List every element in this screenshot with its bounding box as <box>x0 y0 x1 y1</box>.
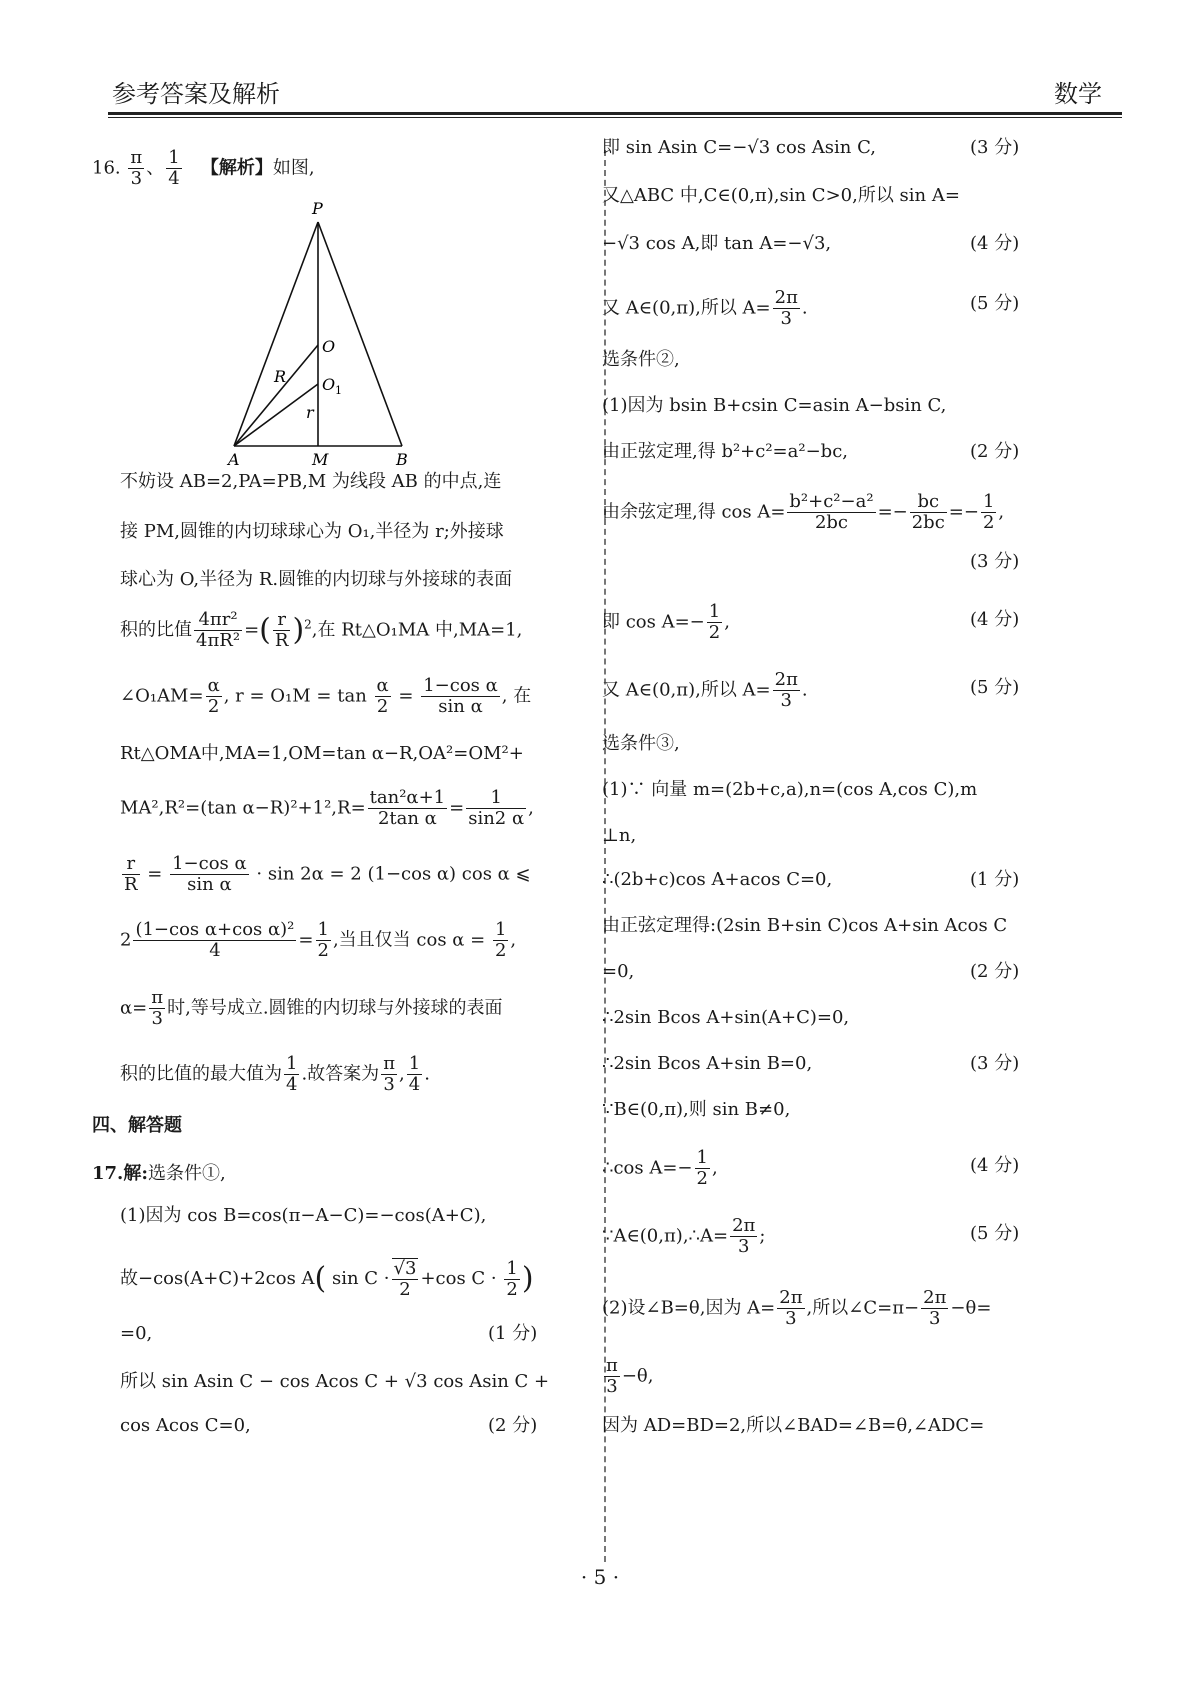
score-4: (4 分) <box>970 233 1020 254</box>
q16-answer-2: $\frac{1}{4}$ <box>168 147 180 189</box>
right-line-7: 由余弦定理,得 cos A= $\frac{\text{b²+c²−a²}}{2bc}$ =− $\frac{bc}{2bc}$ =− $\frac{1}{2}$ , <box>602 491 1005 533</box>
right-line-6: 由正弦定理,得 b²+c²=a²−bc, <box>602 441 848 462</box>
right-line-9: 又 A∈(0,π),所以 A= $\frac{2\pi}{3}$ . <box>602 669 808 711</box>
svg-text:r: r <box>306 403 314 422</box>
right-line-12: ∴(2b+c)cos A+acos C=0, <box>602 869 833 890</box>
q16-text-line-11: 积的比值的最大值为 $\frac{1}{4}$ .故答案为 $\frac{\pi}{3}$ , $\frac{1}{4}$ . <box>120 1053 430 1095</box>
score-3c: (3 分) <box>970 1053 1020 1074</box>
q16-text-line-1: 不妨设 AB=2,PA=PB,M 为线段 AB 的中点,连 <box>120 471 502 492</box>
header-rule-thick <box>108 112 1122 115</box>
score-4b: (4 分) <box>970 609 1020 630</box>
right-line-2: 又△ABC 中,C∈(0,π),sin C>0,所以 sin A= <box>602 185 960 206</box>
svg-text:B: B <box>396 450 408 469</box>
right-line-10: (1)∵ 向量 m=(2b+c,a),n=(cos A,cos C),m <box>602 779 978 800</box>
right-line-14: =0, <box>602 961 635 982</box>
right-line-8: 即 cos A=− $\frac{1}{2}$ , <box>602 601 730 643</box>
q16-answer-line: 16. $\frac{\pi}{3}$ 、 $\frac{1}{4}$ 【解析】如图, <box>92 147 315 189</box>
analysis-label: 【解析】 <box>200 157 273 179</box>
right-line-16: ∴2sin Bcos A+sin B=0, <box>602 1053 813 1074</box>
q17-line-2: 故−cos(A+C)+2cos A( sin C · $\frac{√3}{2}$ +cos C · $\frac{1}{2}$ ) <box>120 1257 534 1300</box>
right-line-20: (2)设∠B=θ,因为 A= $\frac{2\pi}{3}$ ,所以∠C=π− $\frac{2\pi}{3}$ −θ= <box>602 1287 992 1329</box>
right-line-4: 又 A∈(0,π),所以 A= $\frac{2\pi}{3}$ . <box>602 287 808 329</box>
q16-text-line-3: 球心为 O,半径为 R.圆锥的内切球与外接球的表面 <box>120 569 513 590</box>
q16-text-line-7: MA²,R²=(tan α−R)²+1²,R= $\frac{\text{tan²α+1}}{\text{2tan α}}$ = $\frac{1}{\sin 2 \alpha}$ , <box>120 787 534 829</box>
score-3: (3 分) <box>970 137 1020 158</box>
score-2: (2 分) <box>488 1415 538 1436</box>
q17-title: 17.解:选条件①, <box>92 1163 226 1184</box>
right-line-21: $\frac{\pi}{3}$ −θ, <box>606 1355 654 1397</box>
right-line-11: ⊥n, <box>602 825 637 846</box>
q17-line-5: cos Acos C=0, <box>120 1415 251 1436</box>
q16-text-line-5: ∠O₁AM= $\frac{\alpha}{2}$ , r = O₁M = tan $\frac{\alpha}{2}$ = $\frac{\text{1−cos α}}{\text{sin α}}$ , 在 <box>120 675 532 717</box>
svg-text:M: M <box>312 450 329 469</box>
score-5: (5 分) <box>970 293 1020 314</box>
right-line-17: ∵B∈(0,π),则 sin B≠0, <box>602 1099 791 1120</box>
section-4-heading: 四、解答题 <box>92 1115 182 1136</box>
cone-cross-section-figure <box>228 199 440 470</box>
right-line-22: 因为 AD=BD=2,所以∠BAD=∠B=θ,∠ADC= <box>602 1415 985 1436</box>
condition-3-label: 选条件③, <box>602 733 680 754</box>
right-line-5: (1)因为 bsin B+csin C=asin A−bsin C, <box>602 395 947 416</box>
page-number: · 5 · <box>580 1565 620 1589</box>
score-2c: (2 分) <box>970 961 1020 982</box>
q16-text-line-2: 接 PM,圆锥的内切球球心为 O₁,半径为 r;外接球 <box>120 521 504 542</box>
svg-text:P: P <box>312 199 323 218</box>
svg-text:1: 1 <box>335 384 342 397</box>
q16-text-line-10: α= $\frac{\pi}{3}$ 时,等号成立.圆锥的内切球与外接球的表面 <box>120 987 503 1029</box>
score-1b: (1 分) <box>970 869 1020 890</box>
right-line-3: −√3 cos A,即 tan A=−√3, <box>602 233 832 254</box>
q16-text-line-4: 积的比值 $\frac{\text{4πr²}}{\text{4πR²}}$ =( $\frac{r}{R}$ )$^2$,在 Rt△O₁MA 中,MA=1, <box>120 609 523 651</box>
score-4c: (4 分) <box>970 1155 1020 1176</box>
right-line-15: ∴2sin Bcos A+sin(A+C)=0, <box>602 1007 850 1028</box>
q16-number: 16. <box>92 157 121 179</box>
score-3b: (3 分) <box>970 551 1020 572</box>
q16-text-line-9: 2 $\frac{\text{(1−cos α+cos α)²}}{4}$ = $\frac{1}{2}$ ,当且仅当 cos α = $\frac{1}{2}$ , <box>120 919 517 961</box>
q17-line-3: =0, <box>120 1323 153 1344</box>
condition-2-label: 选条件②, <box>602 349 680 370</box>
right-line-18: ∴cos A=− $\frac{1}{2}$ , <box>602 1147 718 1189</box>
page-header <box>108 74 1112 114</box>
svg-text:R: R <box>274 367 287 386</box>
svg-text:O: O <box>322 337 336 356</box>
q16-answer-1: $\frac{\pi}{3}$ <box>130 147 143 189</box>
header-subject: 数学 <box>1054 80 1102 108</box>
score-5b: (5 分) <box>970 677 1020 698</box>
header-rule-thin <box>108 117 1122 118</box>
score-5c: (5 分) <box>970 1223 1020 1244</box>
right-line-1: 即 sin Asin C=−√3 cos Asin C, <box>602 137 876 158</box>
score-2b: (2 分) <box>970 441 1020 462</box>
q16-text-line-8: $\frac{r}{R}$ = $\frac{\text{1−cos α}}{\text{sin α}}$ · sin 2α = 2 (1−cos α) cos α ⩽ <box>124 853 531 895</box>
surface-ratio-fraction: $\frac{\text{4πr²}}{\text{4πR²}}$ <box>196 609 241 651</box>
analysis-intro: 如图, <box>272 157 315 179</box>
score-1: (1 分) <box>488 1323 538 1344</box>
right-line-13: 由正弦定理得:(2sin B+sin C)cos A+sin Acos C <box>602 915 1008 936</box>
q17-line-4: 所以 sin Asin C − cos Acos C + √3 cos Asin C + <box>120 1371 550 1392</box>
svg-text:O: O <box>322 375 336 394</box>
header-left-title: 参考答案及解析 <box>112 80 280 108</box>
right-line-19: ∵A∈(0,π),∴A= $\frac{2\pi}{3}$ ; <box>602 1215 766 1257</box>
q16-text-line-6: Rt△OMA中,MA=1,OM=tan α−R,OA²=OM²+ <box>120 743 524 764</box>
svg-text:A: A <box>228 450 240 469</box>
q17-line-1: (1)因为 cos B=cos(π−A−C)=−cos(A+C), <box>120 1205 487 1226</box>
